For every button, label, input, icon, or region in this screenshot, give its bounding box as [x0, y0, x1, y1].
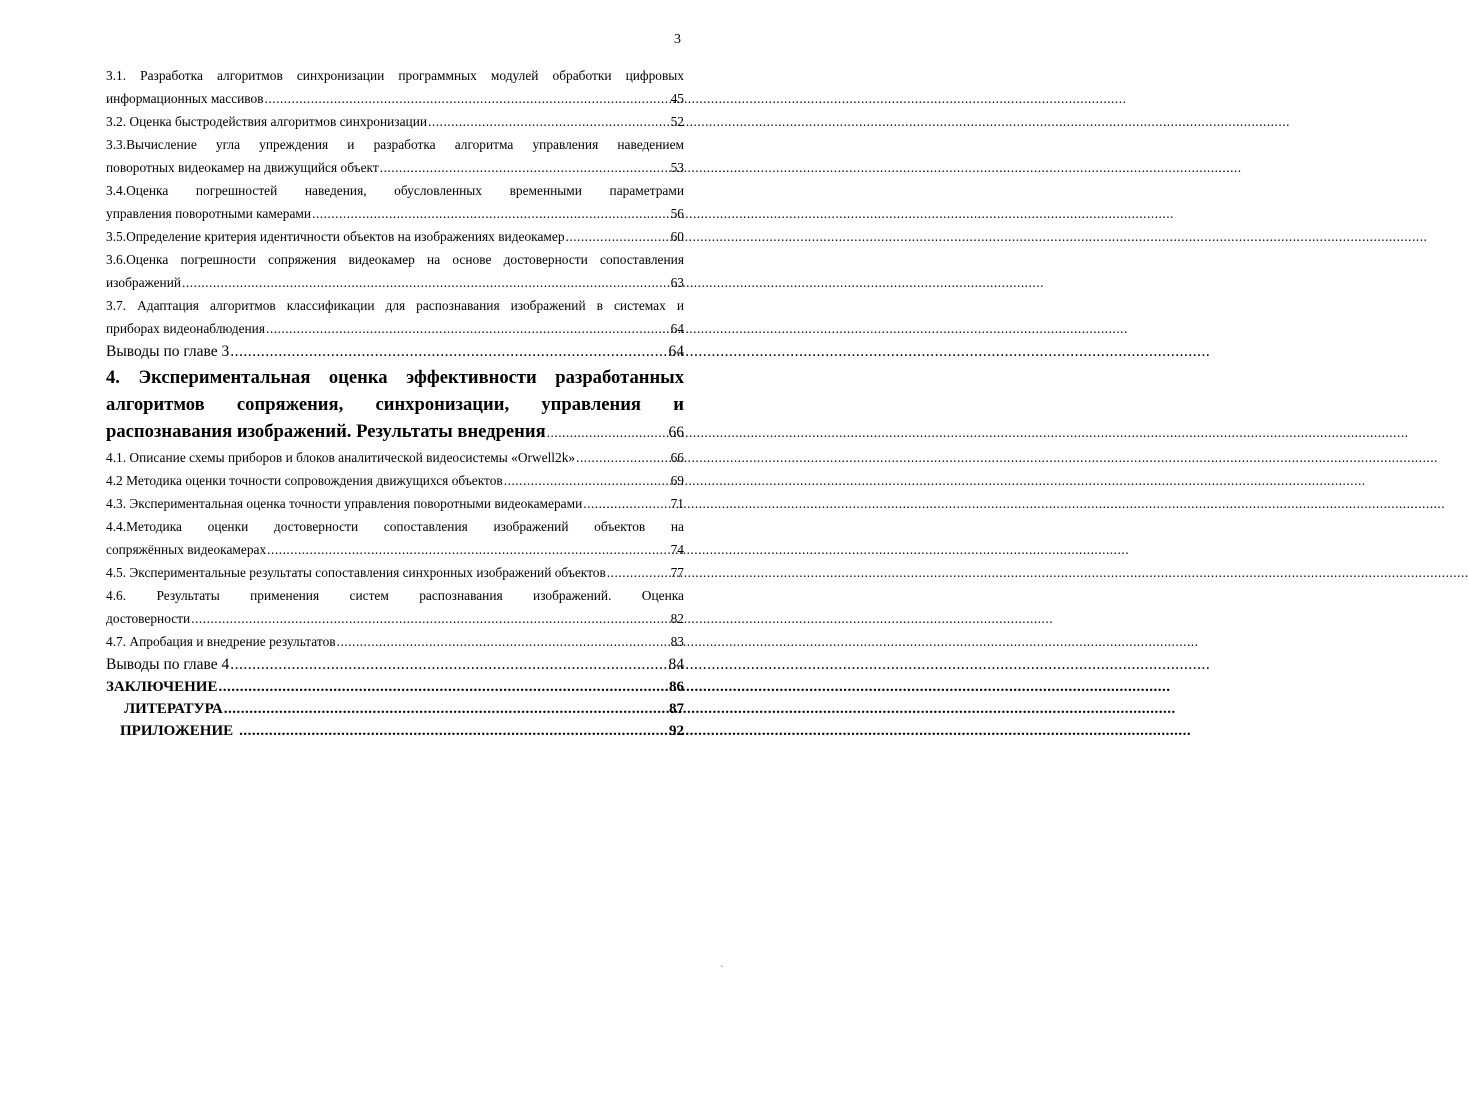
toc-entry-appendix[interactable] [106, 720, 684, 742]
toc-entry-lead: 3.4.Оценка погрешностей наведения, обусловленных временными параметрами [106, 183, 684, 198]
toc-entry-3-7[interactable] [106, 294, 684, 340]
leader-dots [265, 87, 670, 110]
toc-entry-title: достоверности [106, 611, 191, 626]
toc-entry-lead: 4.4.Методика оценки достоверности сопоставления изображений объектов на [106, 519, 684, 534]
toc-entry-chapter-4[interactable] [106, 364, 684, 446]
toc-entry-title: 3.5.Определение критерия идентичности объектов на изображениях видеокамер [106, 229, 565, 244]
toc-entry-lead: алгоритмов сопряжения, синхронизации, управления и [106, 394, 684, 415]
toc-entry-title: информационных массивов [106, 91, 264, 106]
leader-dots [239, 720, 668, 742]
leader-dots [191, 607, 669, 630]
toc-entry-lead: 3.1. Разработка алгоритмов синхронизации программных модулей обработки цифровых [106, 68, 684, 83]
toc-entry-3-5[interactable] [106, 225, 684, 248]
toc-entry-page: 74 [670, 542, 684, 557]
leader-dots [224, 698, 668, 720]
toc-entry-lead: 4. Экспериментальная оценка эффективности разработанных [106, 367, 684, 388]
toc-entry-page: 66 [668, 424, 684, 441]
leader-dots [380, 156, 670, 179]
toc-entry-title: Выводы по главе 4 [106, 656, 230, 673]
toc-entry-lead: 3.6.Оценка погрешности сопряжения видеокамер на основе достоверности сопоставления [106, 252, 684, 267]
toc-entry-4-6[interactable] [106, 584, 684, 630]
leader-dots [267, 538, 669, 561]
toc-entry-title: изображений [106, 275, 182, 290]
toc-entry-title: поворотных видеокамер на движущийся объект [106, 160, 379, 175]
toc-entry-lead: 3.3.Вычисление угла упреждения и разработка алгоритма управления наведением [106, 137, 684, 152]
leader-dots [547, 419, 668, 446]
toc-entry-title: 4.5. Экспериментальные результаты сопоставления синхронных изображений объектов [106, 565, 606, 580]
toc-entry-4-5[interactable] [106, 561, 684, 584]
toc-entry-3-1[interactable] [106, 64, 684, 110]
toc-entry-page: 82 [670, 611, 684, 626]
toc-entry-title: 4.3. Экспериментальная оценка точности управления поворотными видеокамерами [106, 496, 583, 511]
toc-entry-title: распознавания изображений. Результаты внедрения [106, 421, 546, 442]
leader-dots [428, 110, 670, 133]
toc-entry-4-3[interactable] [106, 492, 684, 515]
leader-dots [504, 469, 670, 492]
toc-entry-page: 71 [670, 496, 684, 511]
leader-dots [230, 653, 667, 676]
leader-dots [576, 446, 670, 469]
toc-entry-title: ЗАКЛЮЧЕНИЕ [106, 679, 218, 695]
toc-entry-page: 64 [670, 321, 684, 336]
toc-entry-3-4[interactable] [106, 179, 684, 225]
toc-entry-page: 87 [669, 701, 684, 717]
toc-entry-4-7[interactable] [106, 630, 684, 653]
toc-entry-conclusions-4[interactable] [106, 653, 684, 676]
toc-entry-title: сопряжённых видеокамерах [106, 542, 267, 557]
page-number: 3 [674, 32, 681, 47]
leader-dots [218, 676, 668, 698]
toc-entry-page: 52 [670, 114, 684, 129]
leader-dots [312, 202, 670, 225]
toc-entry-page: 77 [670, 565, 684, 580]
leader-dots [266, 317, 670, 340]
toc-entry-3-3[interactable] [106, 133, 684, 179]
toc-entry-page: 56 [670, 206, 684, 221]
toc-entry-title: управления поворотными камерами [106, 206, 312, 221]
toc-entry-page: 66 [670, 450, 684, 465]
toc-entry-conclusions-3[interactable] [106, 340, 684, 363]
toc-entry-page: 63 [670, 275, 684, 290]
toc-entry-4-4[interactable] [106, 515, 684, 561]
leader-dots [230, 340, 667, 363]
toc-entry-lead: 3.7. Адаптация алгоритмов классификации для распознавания изображений в системах и [106, 298, 684, 313]
toc-entry-page: 92 [669, 723, 684, 739]
toc-entry-4-1[interactable] [106, 446, 684, 469]
toc-entry-lead: 4.6. Результаты применения систем распознавания изображений. Оценка [106, 588, 684, 603]
toc-entry-3-6[interactable] [106, 248, 684, 294]
toc-entry-title: приборах видеонаблюдения [106, 321, 265, 336]
toc-entry-title: 4.1. Описание схемы приборов и блоков аналитической видеосистемы «Orwell2k» [106, 450, 576, 465]
toc-entry-title: ЛИТЕРАТУРА [124, 701, 223, 717]
toc-entry-page: 69 [670, 473, 684, 488]
toc-entry-page: 86 [669, 679, 684, 695]
toc-entry-title: 4.2 Методика оценки точности сопровождения движущихся объектов [106, 473, 503, 488]
toc-entry-literature[interactable] [106, 698, 684, 720]
toc-entry-3-2[interactable] [106, 110, 684, 133]
toc-entry-4-2[interactable] [106, 469, 684, 492]
toc-entry-title: ПРИЛОЖЕНИЕ [120, 723, 234, 739]
leader-dots [182, 271, 670, 294]
leader-dots [607, 561, 670, 584]
toc-entry-title: Выводы по главе 3 [106, 343, 230, 360]
leader-dots [337, 630, 670, 653]
toc-entry-page: 53 [670, 160, 684, 175]
scan-mark: ` [720, 965, 724, 976]
toc-entry-page: 84 [668, 656, 684, 673]
toc-entry-title: 3.2. Оценка быстродействия алгоритмов синхронизации [106, 114, 428, 129]
leader-dots [566, 225, 670, 248]
table-of-contents [106, 64, 684, 742]
toc-entry-title: 4.7. Апробация и внедрение результатов [106, 634, 336, 649]
toc-entry-page: 83 [670, 634, 684, 649]
leader-dots [583, 492, 669, 515]
toc-entry-page: 64 [668, 343, 684, 360]
toc-entry-conclusion[interactable] [106, 676, 684, 698]
toc-entry-page: 45 [670, 91, 684, 106]
toc-entry-page: 60 [670, 229, 684, 244]
